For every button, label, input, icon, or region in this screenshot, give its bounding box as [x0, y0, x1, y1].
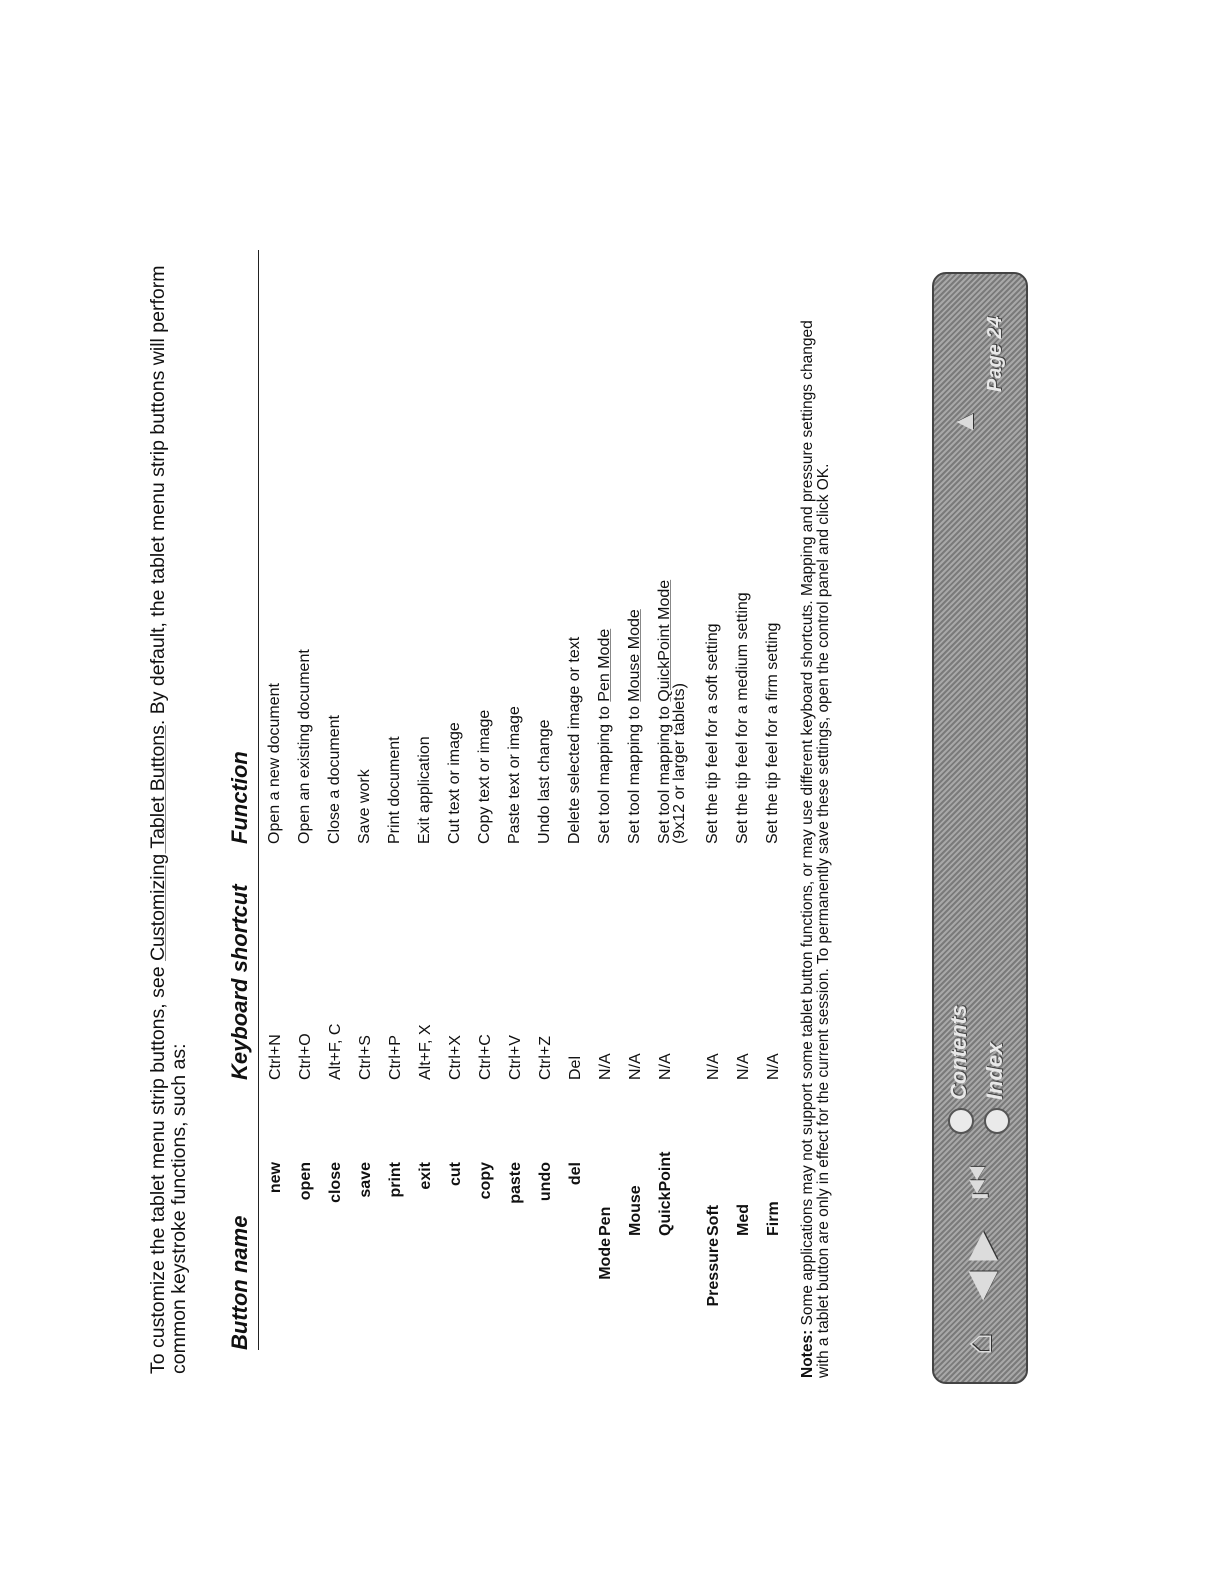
header-keyboard-shortcut: Keyboard shortcut [227, 884, 252, 1080]
keyboard-shortcut: Ctrl+S [357, 1035, 374, 1080]
button-name: Firm [765, 1201, 782, 1236]
button-name: cut [447, 1162, 464, 1186]
page-number: Page 24 [984, 316, 1006, 392]
table-row [357, 250, 387, 1350]
button-name: Med [735, 1204, 752, 1236]
keyboard-shortcut: N/A [765, 1053, 782, 1080]
button-name: save [357, 1162, 374, 1198]
button-name: exit [417, 1162, 434, 1190]
table-row [507, 250, 537, 1350]
button-name: close [327, 1162, 344, 1203]
header-button-name: Button name [227, 1215, 252, 1350]
header-function: Function [227, 751, 252, 844]
table-row [537, 250, 567, 1350]
table-row [567, 250, 597, 1350]
keyboard-shortcut: Alt+F, X [417, 1024, 434, 1080]
keyboard-shortcut: N/A [597, 1053, 614, 1080]
intro-paragraph [148, 194, 190, 1374]
keyboard-shortcut: N/A [627, 1053, 644, 1080]
back-icon[interactable]: ⏮ [958, 1164, 1001, 1200]
function-description: Open an existing document [296, 649, 313, 844]
keyboard-shortcut: Ctrl+P [387, 1035, 404, 1080]
index-link[interactable]: Index [982, 1042, 1007, 1100]
keyboard-shortcut: Ctrl+O [297, 1033, 314, 1080]
table-row [627, 250, 657, 1350]
button-name: Pen [597, 1206, 614, 1236]
function-description: Delete selected image or text [566, 636, 583, 844]
button-name: QuickPoint [657, 1151, 674, 1236]
table-row [657, 250, 687, 1350]
function-link[interactable]: Pen Mode [596, 628, 613, 702]
intro-text: To customize the tablet menu strip buttons, see [147, 961, 169, 1374]
keyboard-shortcut: N/A [735, 1053, 752, 1080]
table-row [447, 250, 477, 1350]
button-group-label: Pressure [705, 1238, 722, 1307]
table-row [267, 250, 297, 1350]
table-row [735, 250, 765, 1350]
keyboard-shortcut: Del [567, 1055, 584, 1080]
function-description: Set tool mapping to QuickPoint Mode (9x12 or larger tablets) [656, 579, 688, 844]
button-name: Mouse [627, 1185, 644, 1236]
up-arrow-icon[interactable]: ▲ [948, 408, 979, 436]
function-description: Print document [386, 736, 403, 844]
table-row [477, 250, 507, 1350]
intro-text-continued: . By default, the tablet menu strip buttons will perform common keystroke functions, such as: [147, 265, 190, 1374]
table-row [417, 250, 447, 1350]
navigation-bar [932, 272, 1028, 1384]
function-description: Set the tip feel for a firm setting [764, 622, 781, 844]
function-description: Set tool mapping to Pen Mode [596, 628, 613, 844]
table-row [705, 250, 735, 1350]
button-group-label: Mode [597, 1238, 614, 1280]
function-description: Set tool mapping to Mouse Mode [626, 609, 643, 844]
notes-paragraph [800, 318, 831, 1378]
function-description: Save work [356, 769, 373, 844]
button-name: copy [477, 1162, 494, 1200]
table-row [597, 250, 627, 1350]
next-page-icon[interactable]: ▶ [959, 1231, 1002, 1261]
keyboard-shortcut: Ctrl+C [477, 1034, 494, 1080]
function-link[interactable]: Mouse Mode [626, 609, 643, 702]
keyboard-shortcut: Ctrl+N [267, 1034, 284, 1080]
keyboard-shortcut: Ctrl+X [447, 1035, 464, 1080]
notes-text: Some applications may not support some tablet button functions, or may use different keyboard shortcuts. Mapping and pressure settings changed with a tablet button are only in effect for the current session. To permanently save these settings, open the control panel and click OK. [799, 320, 832, 1378]
button-name: undo [537, 1162, 554, 1202]
button-name: del [567, 1162, 584, 1186]
button-name: new [267, 1162, 284, 1194]
table-row [387, 250, 417, 1350]
function-description: Close a document [326, 715, 343, 844]
keyboard-shortcut: N/A [705, 1053, 722, 1080]
table-row [297, 250, 327, 1350]
function-link[interactable]: QuickPoint Mode [656, 579, 673, 702]
function-description: Set the tip feel for a soft setting [704, 623, 721, 844]
keyboard-shortcut: N/A [657, 1053, 674, 1080]
function-description: Open a new document [266, 683, 283, 844]
home-icon[interactable]: ⌂ [957, 1332, 1000, 1356]
button-name: print [387, 1162, 404, 1198]
function-description: Copy text or image [476, 709, 493, 844]
keyboard-shortcut: Alt+F, C [327, 1023, 344, 1080]
function-description: Exit application [416, 736, 433, 844]
function-description: Set the tip feel for a medium setting [734, 592, 751, 844]
button-name: paste [507, 1162, 524, 1204]
notes-label: Notes: [799, 1329, 816, 1378]
button-name: Soft [705, 1204, 722, 1236]
table-row [765, 250, 795, 1350]
customizing-tablet-buttons-link[interactable]: Customizing Tablet Buttons [147, 725, 169, 962]
function-description: Paste text or image [506, 706, 523, 844]
contents-link[interactable]: Contents [946, 1004, 971, 1100]
previous-page-icon[interactable]: ◀ [959, 1271, 1002, 1301]
keyboard-shortcut: Ctrl+V [507, 1035, 524, 1080]
function-description: Undo last change [536, 719, 553, 844]
index-radio-icon[interactable] [984, 1108, 1010, 1134]
header-divider [258, 250, 259, 1350]
table-row [327, 250, 357, 1350]
button-name: open [297, 1162, 314, 1201]
function-description: Cut text or image [446, 722, 463, 844]
keyboard-shortcut: Ctrl+Z [537, 1036, 554, 1080]
contents-radio-icon[interactable] [948, 1108, 974, 1134]
